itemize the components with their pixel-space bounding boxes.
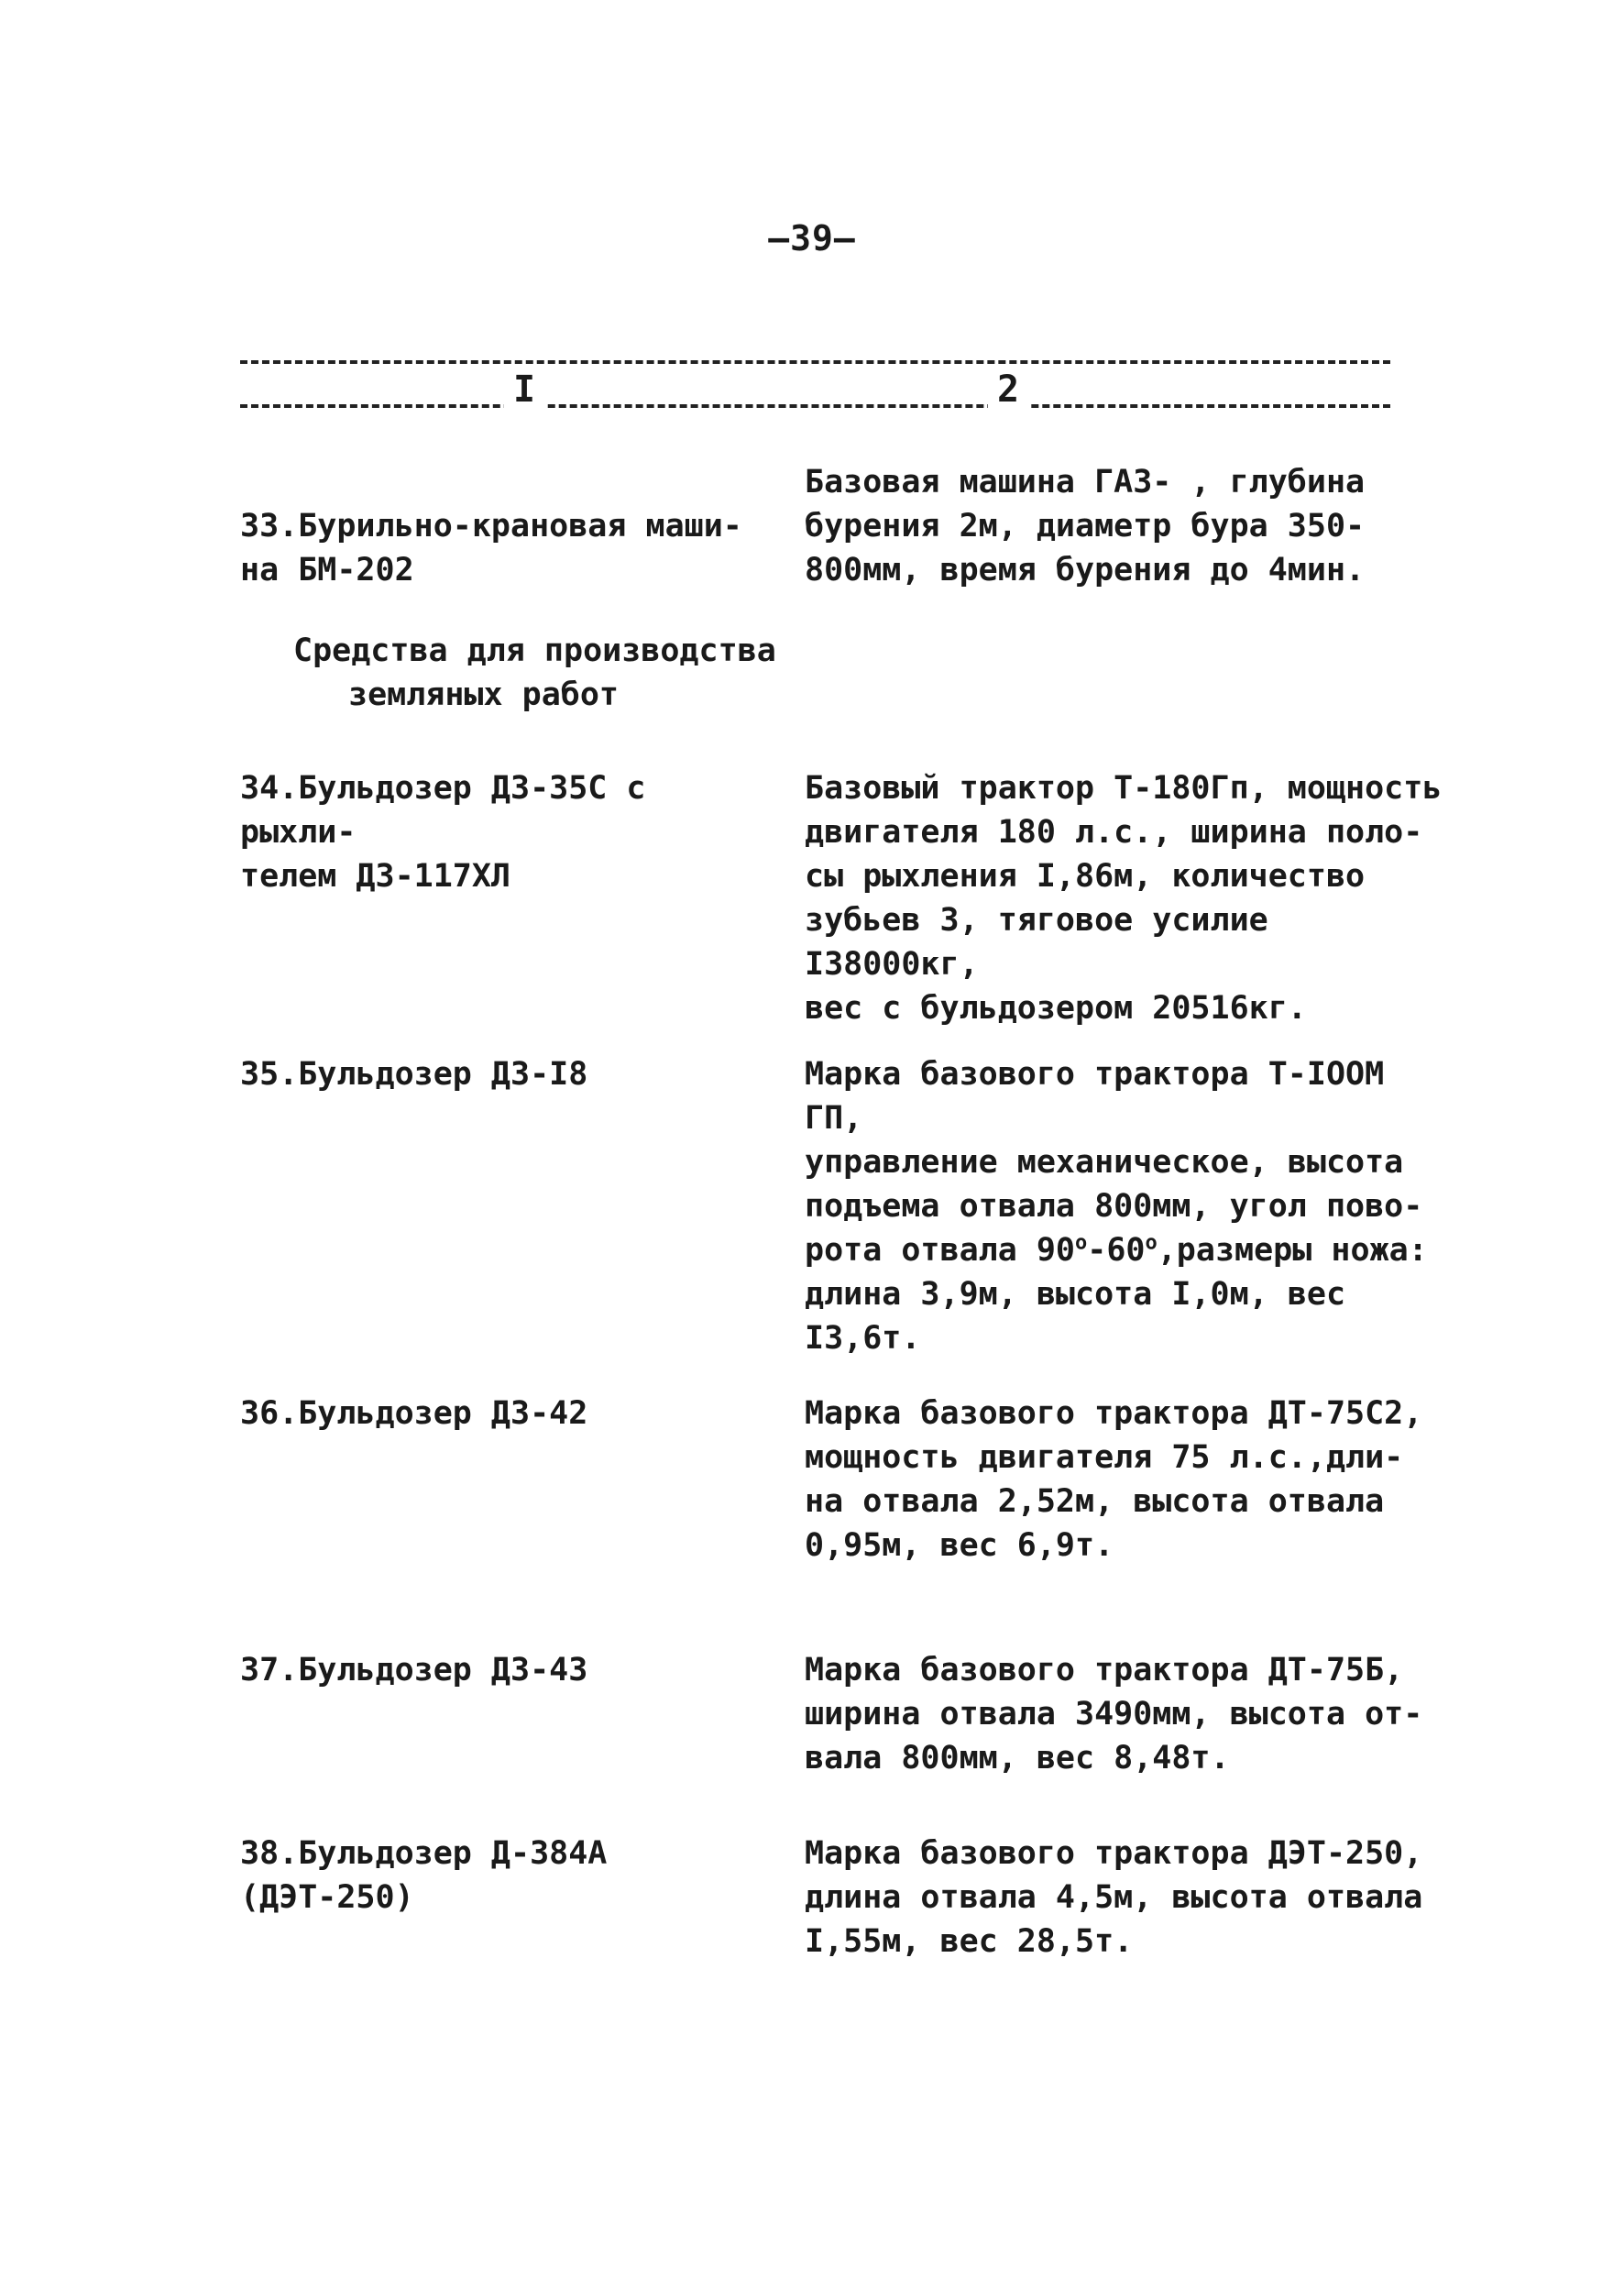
entry-34-spec: Базовый трактор Т-180Гп, мощность двигателя 180 л.с., ширина поло- сы рыхления I,86м, количество зубьев 3, тяговое усилие I38000кг, вес с бульдозером 20516кг. [805, 770, 1443, 1027]
page-number: —39— [768, 218, 856, 258]
table-header-top-rule [240, 360, 1390, 364]
column-1-header: I [504, 368, 544, 411]
entry-38-spec: Марка базового трактора ДЭТ-250, длина отвала 4,5м, высота отвала I,55м, вес 28,5т. [805, 1835, 1423, 1960]
entry-37-item: 37.Бульдозер ДЗ-43 [240, 1652, 588, 1688]
entry-33-spec: Базовая машина ГАЗ- , глубина бурения 2м, диаметр бура 350- 800мм, время бурения до 4мин. [805, 464, 1366, 588]
entry-38-item: 38.Бульдозер Д-384А (ДЭТ-250) [240, 1835, 608, 1916]
entry-35-spec-part-a: Марка базового трактора Т-IOOМ ГП, управление механическое, высота подъема отвала 800мм, угол пово- рота отвала 90 [805, 1056, 1423, 1269]
entry-35-spec-part-b: -60 [1087, 1232, 1146, 1269]
section-heading-line-2: земляных работ [348, 676, 620, 713]
section-heading-line-1: Средства для производства [293, 632, 776, 669]
entry-34-item: 34.Бульдозер ДЗ-35С с рыхли- телем ДЗ-117ХЛ [240, 770, 646, 895]
entry-35-spec-part-c: ,размеры ножа: длина 3,9м, высота I,0м, вес I3,6т. [805, 1232, 1428, 1357]
entry-33-item-text: 33.Бурильно-крановая маши- на БМ-202 [240, 508, 742, 588]
entry-35-item: 35.Бульдозер ДЗ-I8 [240, 1056, 588, 1093]
degree-mark-2: о [1145, 1231, 1158, 1255]
entry-36-spec: Марка базового трактора ДТ-75С2, мощность двигателя 75 л.с.,дли- на отвала 2,52м, высота отвала 0,95м, вес 6,9т. [805, 1395, 1423, 1564]
entry-37-spec: Марка базового трактора ДТ-75Б, ширина отвала 3490мм, высота от- вала 800мм, вес 8,48т. [805, 1652, 1423, 1776]
entry-35-spec [805, 1052, 1446, 1360]
section-heading-earthworks [293, 629, 807, 717]
entry-33-item [240, 460, 772, 592]
table-header-bottom-rule [240, 404, 1390, 408]
entry-36-item: 36.Бульдозер ДЗ-42 [240, 1395, 588, 1432]
column-2-header: 2 [988, 368, 1028, 411]
degree-mark-1: о [1075, 1231, 1088, 1255]
